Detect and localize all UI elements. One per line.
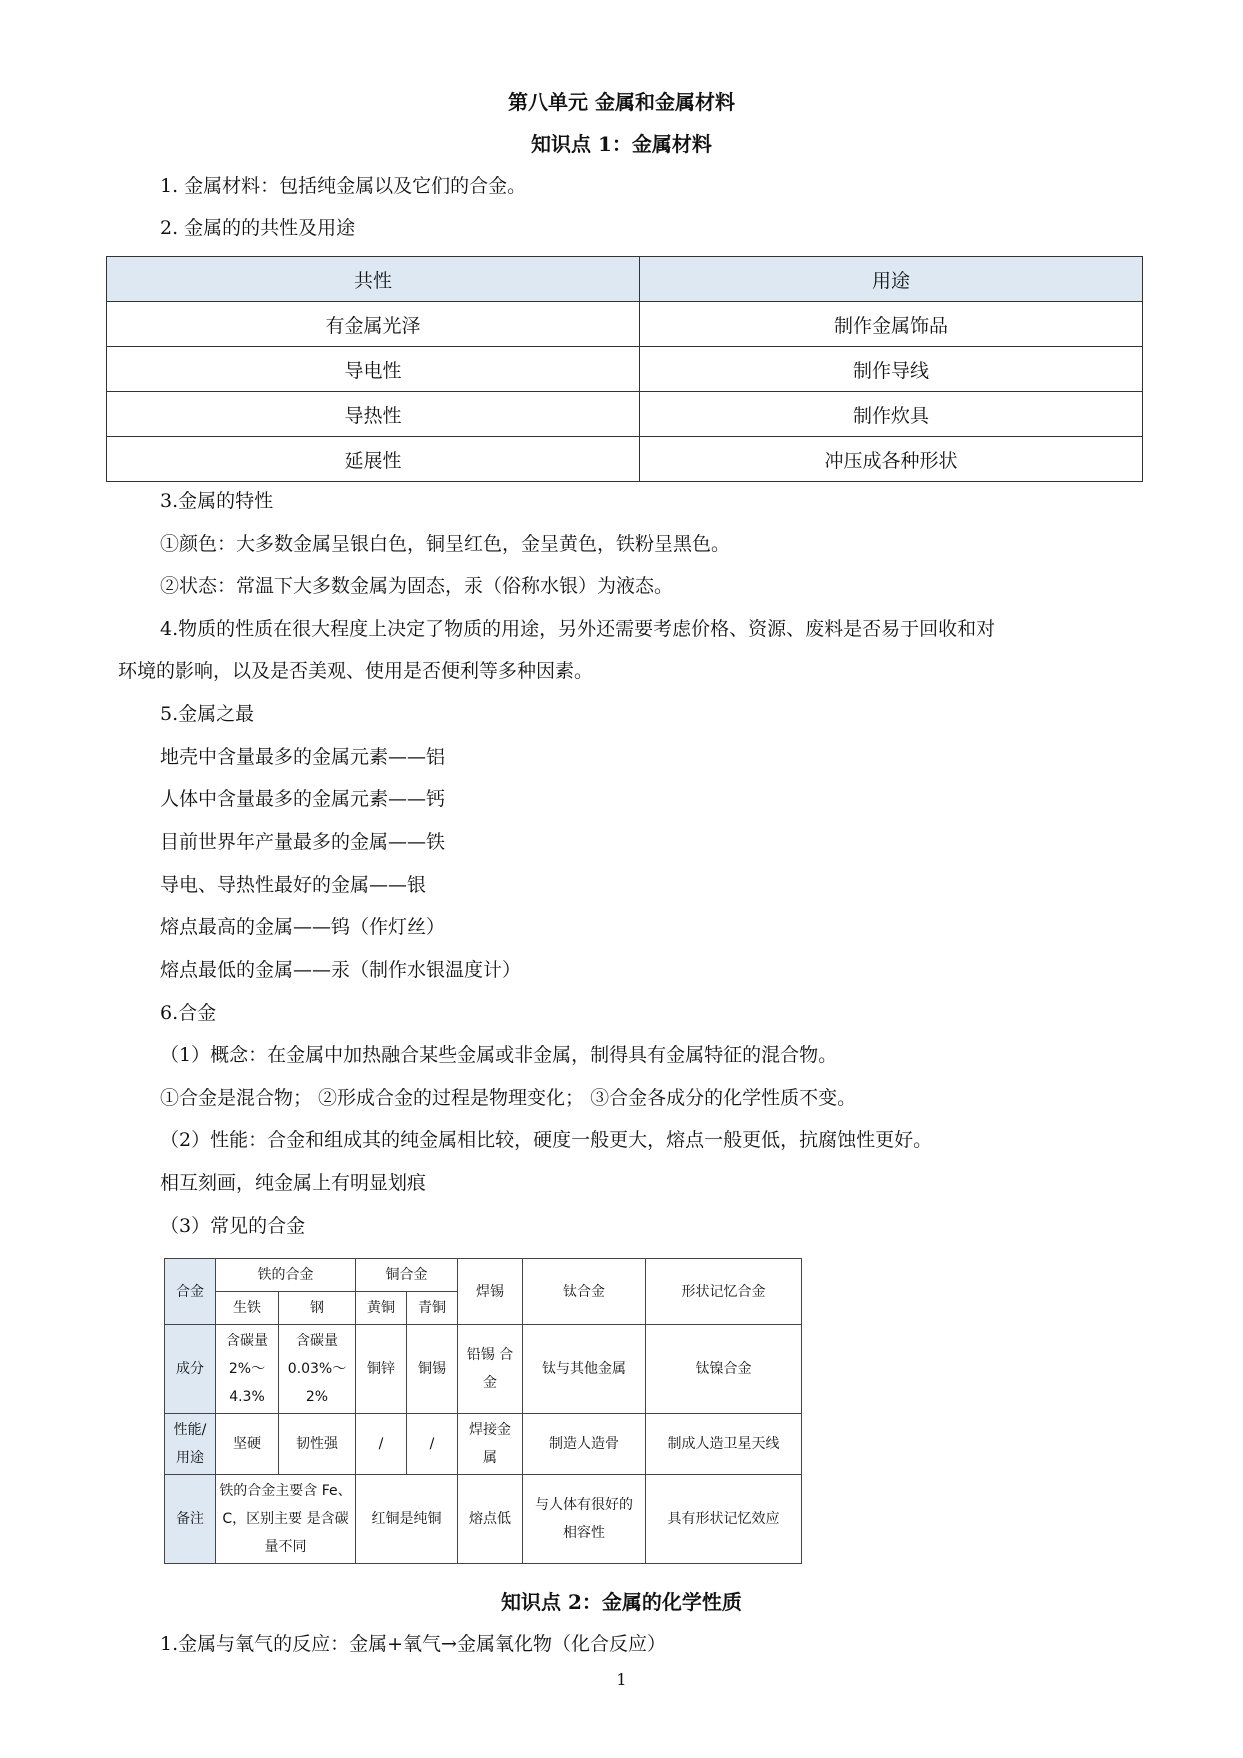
table-row: [107, 347, 1143, 392]
table-cell: 具有形状记忆效应: [646, 1475, 802, 1564]
superlative-item: 熔点最低的金属——汞（制作水银温度计）: [160, 959, 522, 981]
table-header: 形状记忆合金: [646, 1259, 802, 1325]
table-cell: 铜锌: [356, 1325, 407, 1414]
para-4a: 4.物质的性质在很大程度上决定了物质的用途，另外还需要考虑价格、资源、废料是否易于回收和对: [160, 618, 996, 640]
table-header: 生铁: [216, 1292, 279, 1325]
table-cell: 制作炊具: [640, 392, 1143, 437]
table-cell: 冲压成各种形状: [640, 437, 1143, 482]
table-header: 用途: [640, 257, 1143, 302]
para-6e: （3）常见的合金: [160, 1215, 306, 1237]
table-header: 焊锡: [458, 1259, 523, 1325]
para-7: 1.金属与氧气的反应：金属+氧气→金属氧化物（化合反应）: [160, 1633, 666, 1655]
superlative-item: 人体中含量最多的金属元素——钙: [160, 788, 446, 810]
para-3: 3.金属的特性: [160, 490, 274, 512]
table-header: 钢: [279, 1292, 356, 1325]
para-2: 2. 金属的的共性及用途: [160, 217, 356, 239]
table-cell: 钛与其他金属: [523, 1325, 646, 1414]
table-cell: 制成人造卫星天线: [646, 1414, 802, 1475]
table-header: 钛合金: [523, 1259, 646, 1325]
table-cell: 钛镍合金: [646, 1325, 802, 1414]
page-number: 1: [616, 1670, 627, 1689]
table-cell: 韧性强: [279, 1414, 356, 1475]
para-6b: ①合金是混合物； ②形成合金的过程是物理变化； ③合金各成分的化学性质不变。: [160, 1087, 857, 1109]
table-row: [107, 437, 1143, 482]
para-5: 5.金属之最: [160, 703, 255, 725]
unit-title: 第八单元 金属和金属材料: [508, 90, 735, 114]
table-cell: 延展性: [107, 437, 640, 482]
para-6a: （1）概念：在金属中加热融合某些金属或非金属，制得具有金属特征的混合物。: [160, 1044, 838, 1066]
para-6c: （2）性能：合金和组成其的纯金属相比较，硬度一般更大，熔点一般更低，抗腐蚀性更好。: [160, 1129, 933, 1151]
table-row: [107, 392, 1143, 437]
table-header: 铁的合金: [216, 1259, 356, 1292]
table-row: [165, 1475, 802, 1564]
table-cell: 铁的合金主要含 Fe、C，区别主要 是含碳量不同: [216, 1475, 356, 1564]
table-cell: 焊接金 属: [458, 1414, 523, 1475]
row-label: 成分: [165, 1325, 216, 1414]
para-1: 1. 金属材料：包括纯金属以及它们的合金。: [160, 175, 527, 197]
superlative-item: 导电、导热性最好的金属——银: [160, 874, 427, 896]
table-header: 铜合金: [356, 1259, 458, 1292]
para-3b: ②状态：常温下大多数金属为固态，汞（俗称水银）为液态。: [160, 575, 674, 597]
table-row: [165, 1414, 802, 1475]
table-cell: 制造人造骨: [523, 1414, 646, 1475]
alloys-table: [164, 1258, 802, 1564]
para-4b: 环境的影响，以及是否美观、使用是否便利等多种因素。: [118, 660, 594, 682]
table-cell: 坚硬: [216, 1414, 279, 1475]
table-cell: /: [407, 1414, 458, 1475]
table-header: 黄铜: [356, 1292, 407, 1325]
table-cell: 制作导线: [640, 347, 1143, 392]
properties-table: [106, 256, 1143, 482]
table-cell: /: [356, 1414, 407, 1475]
kp2-title: 知识点 2：金属的化学性质: [501, 1590, 742, 1614]
para-3a: ①颜色：大多数金属呈银白色，铜呈红色，金呈黄色，铁粉呈黑色。: [160, 533, 731, 555]
table-cell: 导热性: [107, 392, 640, 437]
para-6d: 相互刻画，纯金属上有明显划痕: [160, 1172, 427, 1194]
table-header: 青铜: [407, 1292, 458, 1325]
table-header: 共性: [107, 257, 640, 302]
row-label: 性能/ 用途: [165, 1414, 216, 1475]
table-cell: 含碳量 0.03%～ 2%: [279, 1325, 356, 1414]
table-cell: 含碳量 2%～ 4.3%: [216, 1325, 279, 1414]
table-cell: 红铜是纯铜: [356, 1475, 458, 1564]
superlative-item: 地壳中含量最多的金属元素——铝: [160, 746, 446, 768]
table-cell: 铅锡 合金: [458, 1325, 523, 1414]
table-row: [165, 1325, 802, 1414]
row-label: 备注: [165, 1475, 216, 1564]
table-row: [107, 302, 1143, 347]
table-cell: 导电性: [107, 347, 640, 392]
superlative-item: 熔点最高的金属——钨（作灯丝）: [160, 916, 446, 938]
table-header: 合金: [165, 1259, 216, 1325]
para-6: 6.合金: [160, 1002, 217, 1024]
table-cell: 铜锡: [407, 1325, 458, 1414]
table-cell: 制作金属饰品: [640, 302, 1143, 347]
table-row: [165, 1259, 802, 1292]
kp1-title: 知识点 1：金属材料: [531, 132, 712, 156]
table-cell: 与人体有很好的 相容性: [523, 1475, 646, 1564]
superlative-item: 目前世界年产量最多的金属——铁: [160, 831, 446, 853]
table-cell: 有金属光泽: [107, 302, 640, 347]
table-cell: 熔点低: [458, 1475, 523, 1564]
